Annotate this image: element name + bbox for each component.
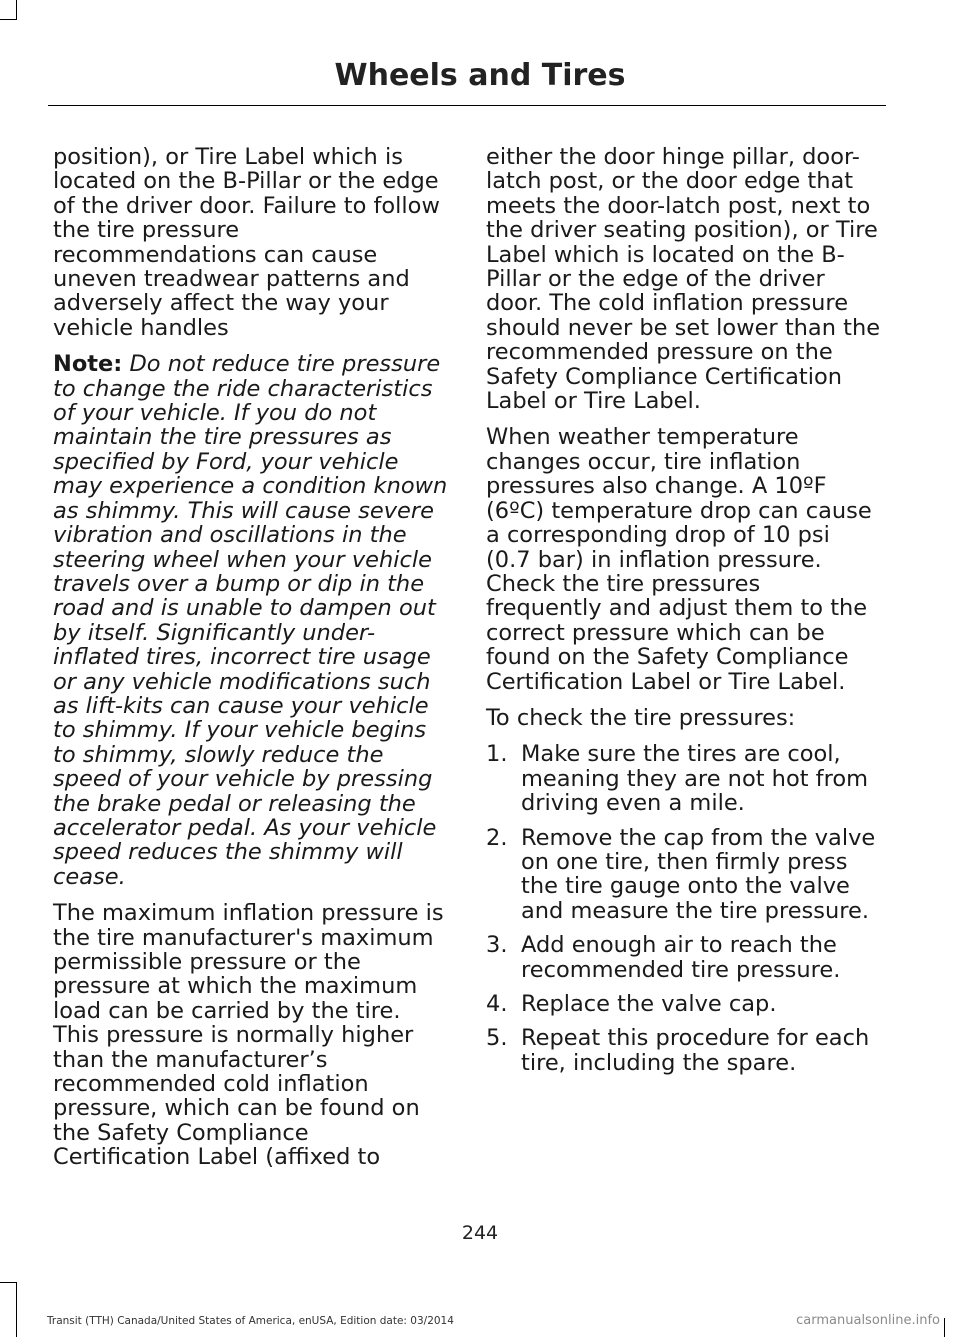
step-text: Remove the cap from the valve on one tire, then firmly press the tire gauge onto the valve and measure the tire pressure. [521,824,876,924]
step-text: Repeat this procedure for each tire, including the spare. [521,1025,870,1076]
step-number: 4. [486,991,508,1017]
crop-mark-bottom-left [16,1282,17,1337]
crop-mark-bottom-right [944,1318,945,1337]
step-text: Replace the valve cap. [521,991,777,1017]
left-paragraph-1: position), or Tire Label which is located on the B-Pillar or the edge of the driver door. Failure to follow the tire pressure recommendations can cause uneven treadwear patterns and adversely affect the way your vehicle handles [53,144,440,341]
crop-mark-top-left-h [0,19,17,20]
list-item [486,933,881,982]
note-label: Note: [53,351,123,378]
footer-edition: Transit (TTH) Canada/United States of America, enUSA, Edition date: 03/2014 [47,1315,454,1327]
left-column [53,145,448,1182]
page-number: 244 [461,1222,499,1244]
step-number: 1. [486,741,508,768]
note-paragraph [53,352,448,889]
right-column [486,145,881,1085]
list-item [486,992,881,1016]
step-number: 2. [486,824,508,851]
note-text: Do not reduce tire pressure to change the ride characteristics of your vehicle. If you do not maintain the tire pressures as specified by Ford, your vehicle may experience a condition known as shimmy. This will cause severe vibration and oscillations in the steering wheel when your vehicle travels over a bump or dip in the road and is unable to dampen out by itself. Significantly under-inflated tires, incorrect tire usage or any vehicle modifications such as lift-kits can cause your vehicle to shimmy. If your vehicle begins to shimmy, slowly reduce the speed of your vehicle by pressing the brake pedal or releasing the accelerator pedal. As your vehicle speed reduces the shimmy will cease. [53,351,448,890]
list-item [486,742,881,815]
left-paragraph-2: The maximum inflation pressure is the tire manufacturer's maximum permissible pressure or the pressure at which the maximum load can be carried by the tire. This pressure is normally higher than the manufacturer’s recommended cold inflation pressure, which can be found on the Safety Compliance Certification Label (affixed to [53,900,444,1171]
watermark: carmanualsonline.info [796,1313,940,1328]
list-item [486,1026,881,1075]
list-item [486,826,881,924]
crop-mark-top-left [16,0,17,20]
page-title: Wheels and Tires [334,58,626,93]
steps-list [486,742,881,1075]
right-paragraph-1: either the door hinge pillar, door-latch post, or the door edge that meets the door-latch post, next to the driver seating position), or Tire Label which is located on the B-Pillar or the edge of the driver door. The cold inflation pressure should never be set lower than the recommended pressure on the Safety Compliance Certification Label or Tire Label. [486,144,881,415]
right-paragraph-3: To check the tire pressures: [486,704,796,731]
step-text: Make sure the tires are cool, meaning they are not hot from driving even a mile. [521,741,869,817]
crop-mark-bottom-left-h [0,1282,17,1283]
header-divider [48,105,886,106]
right-paragraph-2: When weather temperature changes occur, tire inflation pressures also change. A 10ºF (6ºC) temperature drop can cause a corresponding drop of 10 psi (0.7 bar) in inflation pressure. Check the tire pressures frequently and adjust them to the correct pressure which can be found on the Safety Compliance Certification Label or Tire Label. [486,424,872,695]
step-number: 5. [486,1025,508,1052]
step-number: 3. [486,932,508,959]
step-text: Add enough air to reach the recommended tire pressure. [521,932,841,983]
